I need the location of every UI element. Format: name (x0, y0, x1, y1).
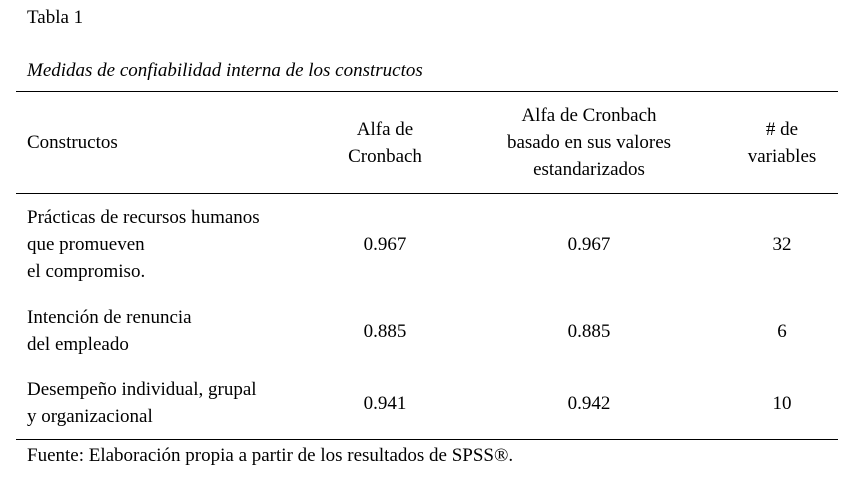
table-source-note: Fuente: Elaboración propia a partir de los resultados de SPSS®. (27, 445, 514, 466)
header-variable-count: # de variables (747, 118, 817, 167)
row-variable-count: 32 (772, 234, 792, 255)
table-header-rule (16, 193, 838, 194)
table-label: Tabla 1 (27, 7, 84, 28)
row-alpha-standardized: 0.942 (567, 392, 611, 414)
row-variable-count: 6 (777, 320, 787, 342)
row-construct: Desempeño individual, grupal y organizacional (27, 379, 257, 427)
row-alpha: 0.885 (363, 320, 407, 342)
row-alpha-standardized: 0.967 (567, 234, 611, 255)
table-bottom-rule (16, 439, 838, 440)
header-constructs: Constructos (27, 132, 118, 153)
header-alpha-standardized: Alfa de Cronbach basado en sus valores estandarizados (506, 105, 672, 180)
row-alpha: 0.941 (363, 392, 407, 414)
row-construct: Intención de renuncia del empleado (27, 307, 192, 355)
row-variable-count: 10 (772, 392, 792, 414)
table-top-rule (16, 91, 838, 92)
header-alpha: Alfa de Cronbach (348, 118, 422, 167)
row-construct: Prácticas de recursos humanos que promueven el compromiso. (27, 207, 260, 282)
table-caption: Medidas de confiabilidad interna de los constructos (27, 60, 423, 81)
row-alpha-standardized: 0.885 (567, 320, 611, 342)
row-alpha: 0.967 (363, 234, 407, 255)
